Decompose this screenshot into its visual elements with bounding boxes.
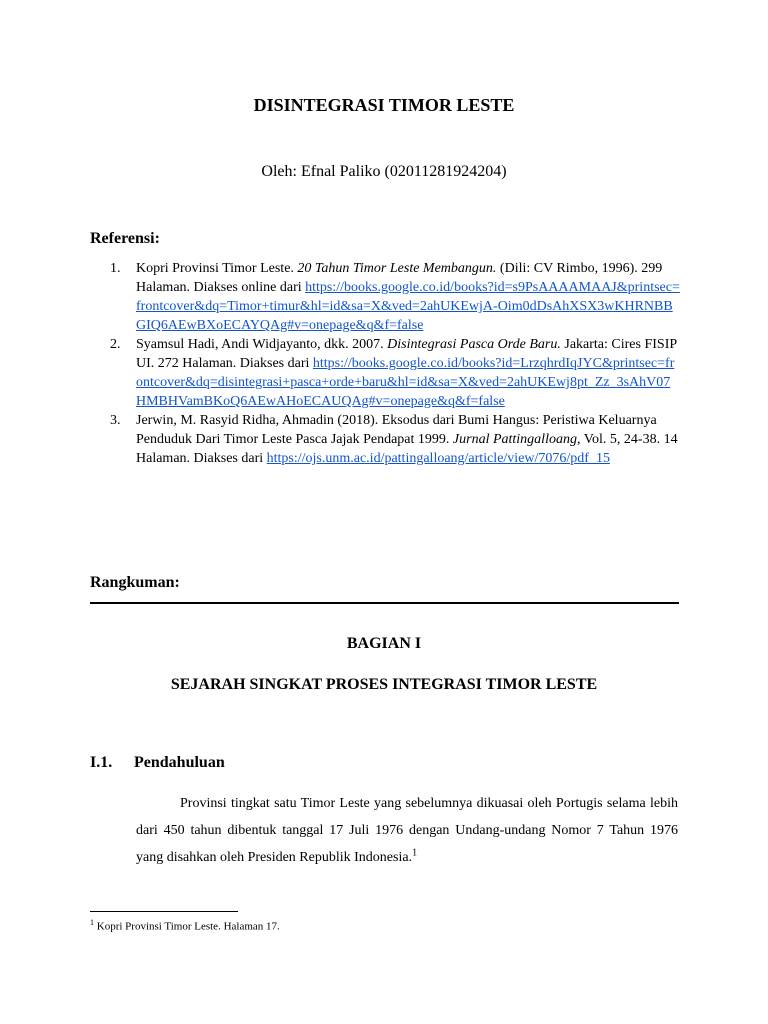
footnote-text: Kopri Provinsi Timor Leste. Halaman 17. bbox=[94, 920, 280, 933]
reference-link[interactable]: https://ojs.unm.ac.id/pattingalloang/article/view/7076/pdf_15 bbox=[266, 451, 610, 466]
footnote-reference[interactable]: 1 bbox=[412, 847, 418, 859]
footnote bbox=[90, 916, 280, 934]
reference-link[interactable]: https://books.google.co.id/books?id=LrzqhrdIqJYC&printsec=frontcover&dq=disintegrasi+pasca+orde+baru&hl=id&sa=X&ved=2ahUKEwj8pt_Zz_3sAhV07HMBHVamBKoQ6AEwAHoECAUQAg#v=onepage&q&f=false bbox=[136, 356, 675, 409]
section-heading bbox=[90, 753, 225, 773]
section-number: I.1. bbox=[90, 754, 113, 771]
reference-text: (Dili: CV Rimbo, 1996). 299 Halaman. Diakses online dari bbox=[136, 261, 663, 295]
reference-number: 1. bbox=[110, 261, 121, 276]
references-heading: Referensi: bbox=[90, 230, 160, 247]
section-title: Pendahuluan bbox=[134, 754, 225, 771]
reference-text: Kopri Provinsi Timor Leste. bbox=[136, 261, 298, 276]
reference-number: 2. bbox=[110, 337, 121, 352]
footnote-divider bbox=[90, 911, 238, 912]
references-list bbox=[90, 259, 680, 468]
divider-line bbox=[90, 602, 679, 604]
reference-text: Vol. 5, 24-38. 14 Halaman. Diakses dari bbox=[136, 432, 678, 466]
summary-heading: Rangkuman: bbox=[90, 574, 180, 591]
part-title: SEJARAH SINGKAT PROSES INTEGRASI TIMOR LESTE bbox=[170, 676, 598, 693]
reference-text: Jakarta: Cires FISIP UI. 272 Halaman. Diakses dari bbox=[136, 337, 677, 371]
reference-text: Syamsul Hadi, Andi Widjayanto, dkk. 2007. bbox=[136, 337, 388, 352]
reference-item bbox=[90, 411, 680, 468]
reference-item bbox=[90, 335, 680, 411]
reference-item bbox=[90, 259, 680, 335]
reference-book-title: Disintegrasi Pasca Orde Baru. bbox=[387, 337, 561, 352]
reference-text: Jerwin, M. Rasyid Ridha, Ahmadin (2018). Eksodus dari Bumi Hangus: Peristiwa Keluarnya Penduduk Dari Timor Leste Pasca Jajak Pendapat 1999. bbox=[136, 413, 657, 447]
footnote-marker: 1 bbox=[90, 918, 94, 927]
part-label: BAGIAN I bbox=[346, 635, 422, 652]
reference-number: 3. bbox=[110, 413, 121, 428]
reference-link[interactable]: https://books.google.co.id/books?id=s9PsAAAAMAAJ&printsec=frontcover&dq=Timor+timur&hl=id&sa=X&ved=2ahUKEwjA-Oim0dDsAhXSX3wKHRNBBGIQ6AEwBXoECAYQAg#v=onepage&q&f=false bbox=[136, 280, 680, 333]
section-paragraph bbox=[136, 790, 678, 871]
reference-journal-title: Jurnal Pattingalloang, bbox=[452, 432, 581, 447]
document-title: DISINTEGRASI TIMOR LESTE bbox=[253, 95, 515, 115]
document-author: Oleh: Efnal Paliko (02011281924204) bbox=[261, 163, 507, 180]
paragraph-text: Provinsi tingkat satu Timor Leste yang sebelumnya dikuasai oleh Portugis selama lebih dari 450 tahun dibentuk tanggal 17 Juli 1976 dengan Undang-undang Nomor 7 Tahun 1976 yang disahkan oleh Presiden Republik Indonesia. bbox=[136, 796, 678, 865]
reference-book-title: 20 Tahun Timor Leste Membangun. bbox=[297, 261, 497, 276]
